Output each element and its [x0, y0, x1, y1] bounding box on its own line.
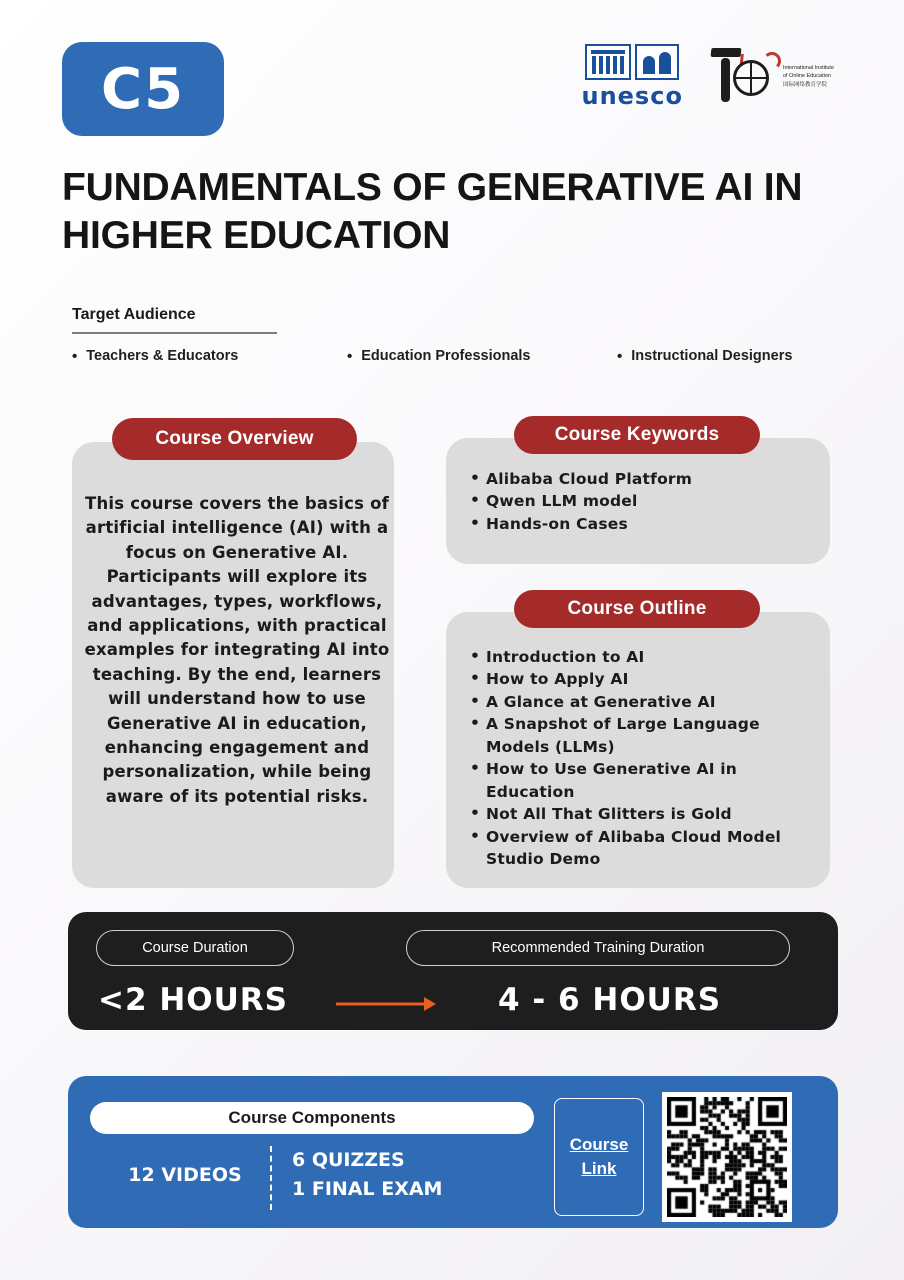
target-audience-heading: Target Audience	[72, 306, 277, 334]
recommended-duration-chip: Recommended Training Duration	[406, 930, 790, 966]
course-overview-title: Course Overview	[112, 418, 357, 460]
course-overview-text: This course covers the basics of artificial intelligence (AI) with a focus on Generative AI. Participants will explore its advantages, types, workflows, and applications, with practical examples for integrating AI into teaching. By the end, learners will understand how to use Generative AI in education, enhancing engagement and personalization, while being aware of its potential risks.	[84, 494, 390, 806]
components-videos-count: 12 VIDEOS	[128, 1164, 242, 1186]
course-keywords-list	[470, 468, 820, 535]
unesco-wordmark: unesco	[581, 82, 683, 110]
course-link-label[interactable]: Course Link	[569, 1135, 629, 1178]
bullet-icon: •	[347, 347, 353, 365]
iioe-line-3: 国际网络教育学院	[782, 81, 827, 88]
unesco-logo	[581, 44, 682, 110]
list-item: • Introduction to AI	[470, 646, 826, 668]
list-item: • Alibaba Cloud Platform	[470, 468, 820, 490]
list-item: • Qwen LLM model	[470, 490, 820, 512]
bullet-icon: •	[617, 347, 623, 365]
list-item: • How to Apply AI	[470, 668, 826, 690]
components-quizzes-exam	[292, 1146, 442, 1203]
course-components-title: Course Components	[90, 1102, 534, 1134]
course-duration-chip: Course Duration	[96, 930, 294, 966]
components-quizzes-count: 6 QUIZZES	[292, 1149, 405, 1171]
audience-item-education-professionals	[347, 348, 617, 364]
audience-item-instructional-designers	[617, 348, 792, 364]
list-item: • A Glance at Generative AI	[470, 691, 826, 713]
audience-item-label: Instructional Designers	[631, 348, 793, 364]
course-outline-list	[470, 646, 826, 871]
iioe-line-2: of Online Education	[782, 73, 831, 80]
course-code-badge: C5	[62, 42, 224, 136]
components-divider	[270, 1146, 272, 1210]
iioe-line-1: International Institute	[782, 64, 834, 71]
list-item: • How to Use Generative AI in Education	[470, 758, 826, 803]
qr-code-icon[interactable]	[662, 1092, 792, 1222]
arrow-right-icon	[336, 996, 436, 1012]
course-keywords-title: Course Keywords	[514, 416, 760, 454]
course-link-button[interactable]	[554, 1098, 644, 1216]
list-item: • Overview of Alibaba Cloud Model Studio Demo	[470, 826, 826, 871]
components-final-exam: 1 FINAL EXAM	[292, 1177, 443, 1200]
recommended-duration-value: 4 - 6 HOURS	[498, 982, 722, 1018]
course-outline-title: Course Outline	[514, 590, 760, 628]
list-item: • A Snapshot of Large Language Models (LLMs)	[470, 713, 826, 758]
unesco-emblem-icon	[585, 44, 679, 80]
bullet-icon: •	[72, 347, 78, 365]
audience-item-label: Teachers & Educators	[86, 348, 239, 364]
iioe-logo-text	[783, 65, 834, 89]
list-item: • Hands-on Cases	[470, 513, 820, 535]
list-item: • Not All That Glitters is Gold	[470, 803, 826, 825]
iioe-logo	[705, 46, 834, 108]
iioe-logo-icon	[705, 46, 779, 108]
audience-item-teachers	[72, 348, 347, 364]
page-title: FUNDAMENTALS OF GENERATIVE AI IN HIGHER EDUCATION	[62, 166, 803, 257]
target-audience-list	[72, 348, 842, 364]
logo-group	[581, 44, 834, 110]
audience-item-label: Education Professionals	[361, 348, 531, 364]
course-duration-value: <2 HOURS	[98, 982, 289, 1018]
